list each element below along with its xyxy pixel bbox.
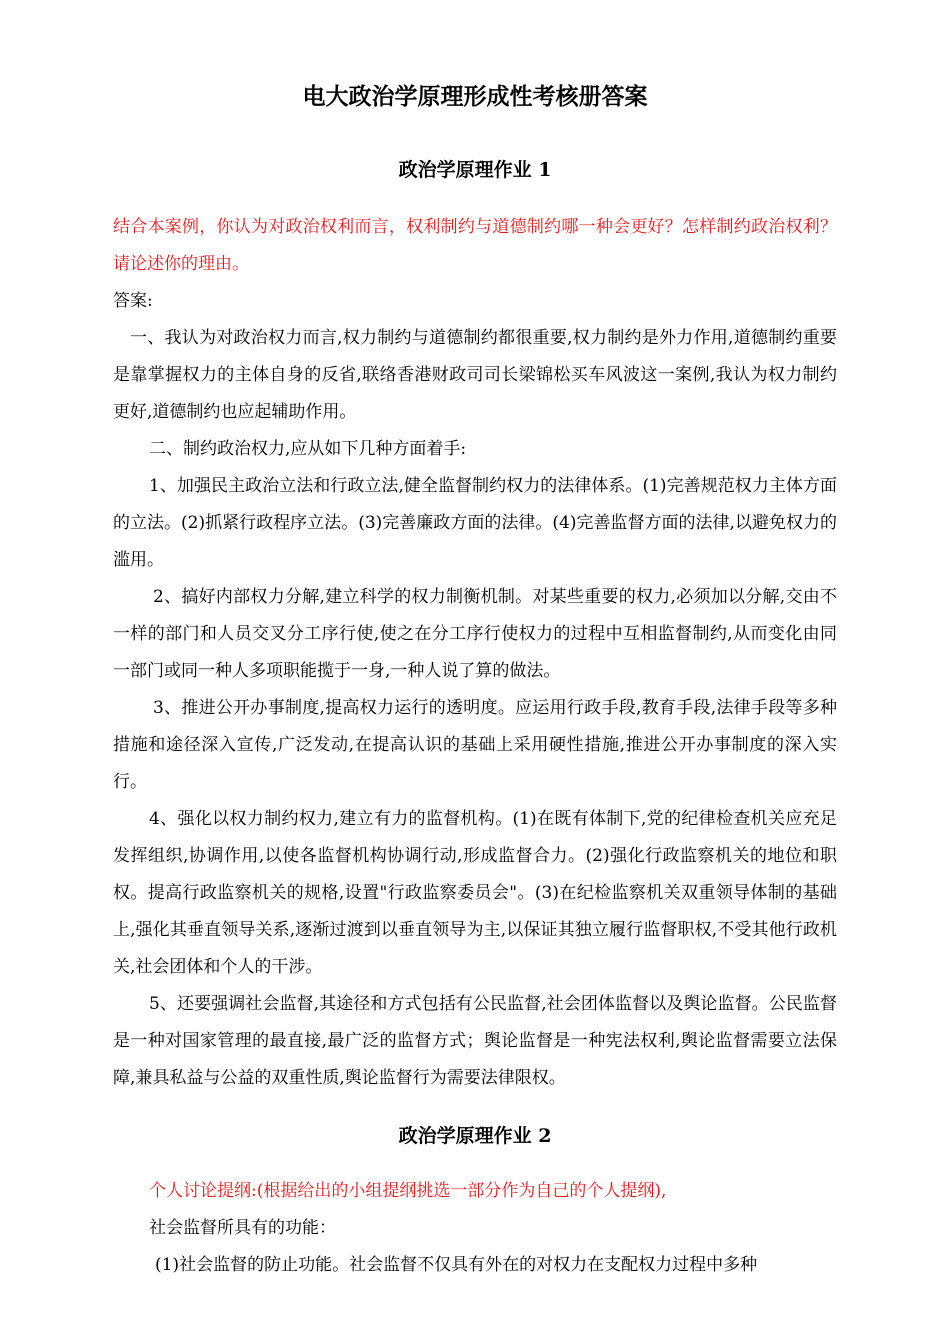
answer-paragraph: 4、强化以权力制约权力,建立有力的监督机构。(1)在既有体制下,党的纪律检查机关应充足发挥组织,协调作用,以使各监督机构协调行动,形成监督合力。(2)强化行政监察机关的地位和职权。提高行政监察机关的规格,设置"行政监察委员会"。(3)在纪检监察机关双重领导体制的基础上,强化其垂直领导关系,逐渐过渡到以垂直领导为主,以保证其独立履行监督职权,不受其他行政机关,社会团体和个人的干涉。 [113, 809, 837, 977]
answer-paragraph: 一、我认为对政治权力而言,权力制约与道德制约都很重要,权力制约是外力作用,道德制约重要是靠掌握权力的主体自身的反省,联络香港财政司司长梁锦松买车风波这一案例,我认为权力制约更好,道德制约也应起辅助作用。 [113, 328, 837, 422]
answer-label: 答案: [113, 291, 153, 311]
section-2 [113, 1123, 837, 1284]
answer-paragraph: 3、推进公开办事制度,提高权力运行的透明度。应运用行政手段,教育手段,法律手段等多种措施和途径深入宣传,广泛发动,在提高认识的基础上采用硬性措施,推进公开办事制度的深入实行。 [113, 698, 837, 792]
section-2-lead: 社会监督所具有的功能： [149, 1218, 336, 1238]
section-1 [113, 157, 837, 1097]
section-2-title: 政治学原理作业 2 [398, 1125, 552, 1147]
answer-paragraph: 2、搞好内部权力分解,建立科学的权力制衡机制。对某些重要的权力,必须加以分解,交由不一样的部门和人员交叉分工序行使,使之在分工序行使权力的过程中互相监督制约,从而变化由同一部门或同一种人多项职能揽于一身,一种人说了算的做法。 [113, 587, 837, 681]
section-1-question: 结合本案例，你认为对政治权利而言，权利制约与道德制约哪一种会更好？怎样制约政治权利？请论述你的理由。 [113, 217, 837, 274]
section-2-prompt: 个人讨论提纲:(根据给出的小组提纲挑选一部分作为自己的个人提纲), [149, 1181, 667, 1201]
answer-paragraph: 二、制约政治权力,应从如下几种方面着手: [149, 439, 467, 459]
answer-paragraph: 5、还要强调社会监督,其途径和方式包括有公民监督,社会团体监督以及舆论监督。公民监督是一种对国家管理的最直接,最广泛的监督方式；舆论监督是一种宪法权利,舆论监督需要立法保障,兼具私益与公益的双重性质,舆论监督行为需要法律限权。 [113, 994, 837, 1088]
section-1-title: 政治学原理作业 1 [398, 159, 552, 181]
answer-paragraph: (1)社会监督的防止功能。社会监督不仅具有外在的对权力在支配权力过程中多种 [155, 1255, 758, 1275]
document-title: 电大政治学原理形成性考核册答案 [302, 84, 648, 110]
answer-paragraph: 1、加强民主政治立法和行政立法,健全监督制约权力的法律体系。(1)完善规范权力主体方面的立法。(2)抓紧行政程序立法。(3)完善廉政方面的法律。(4)完善监督方面的法律,以避免权力的滥用。 [113, 476, 837, 570]
